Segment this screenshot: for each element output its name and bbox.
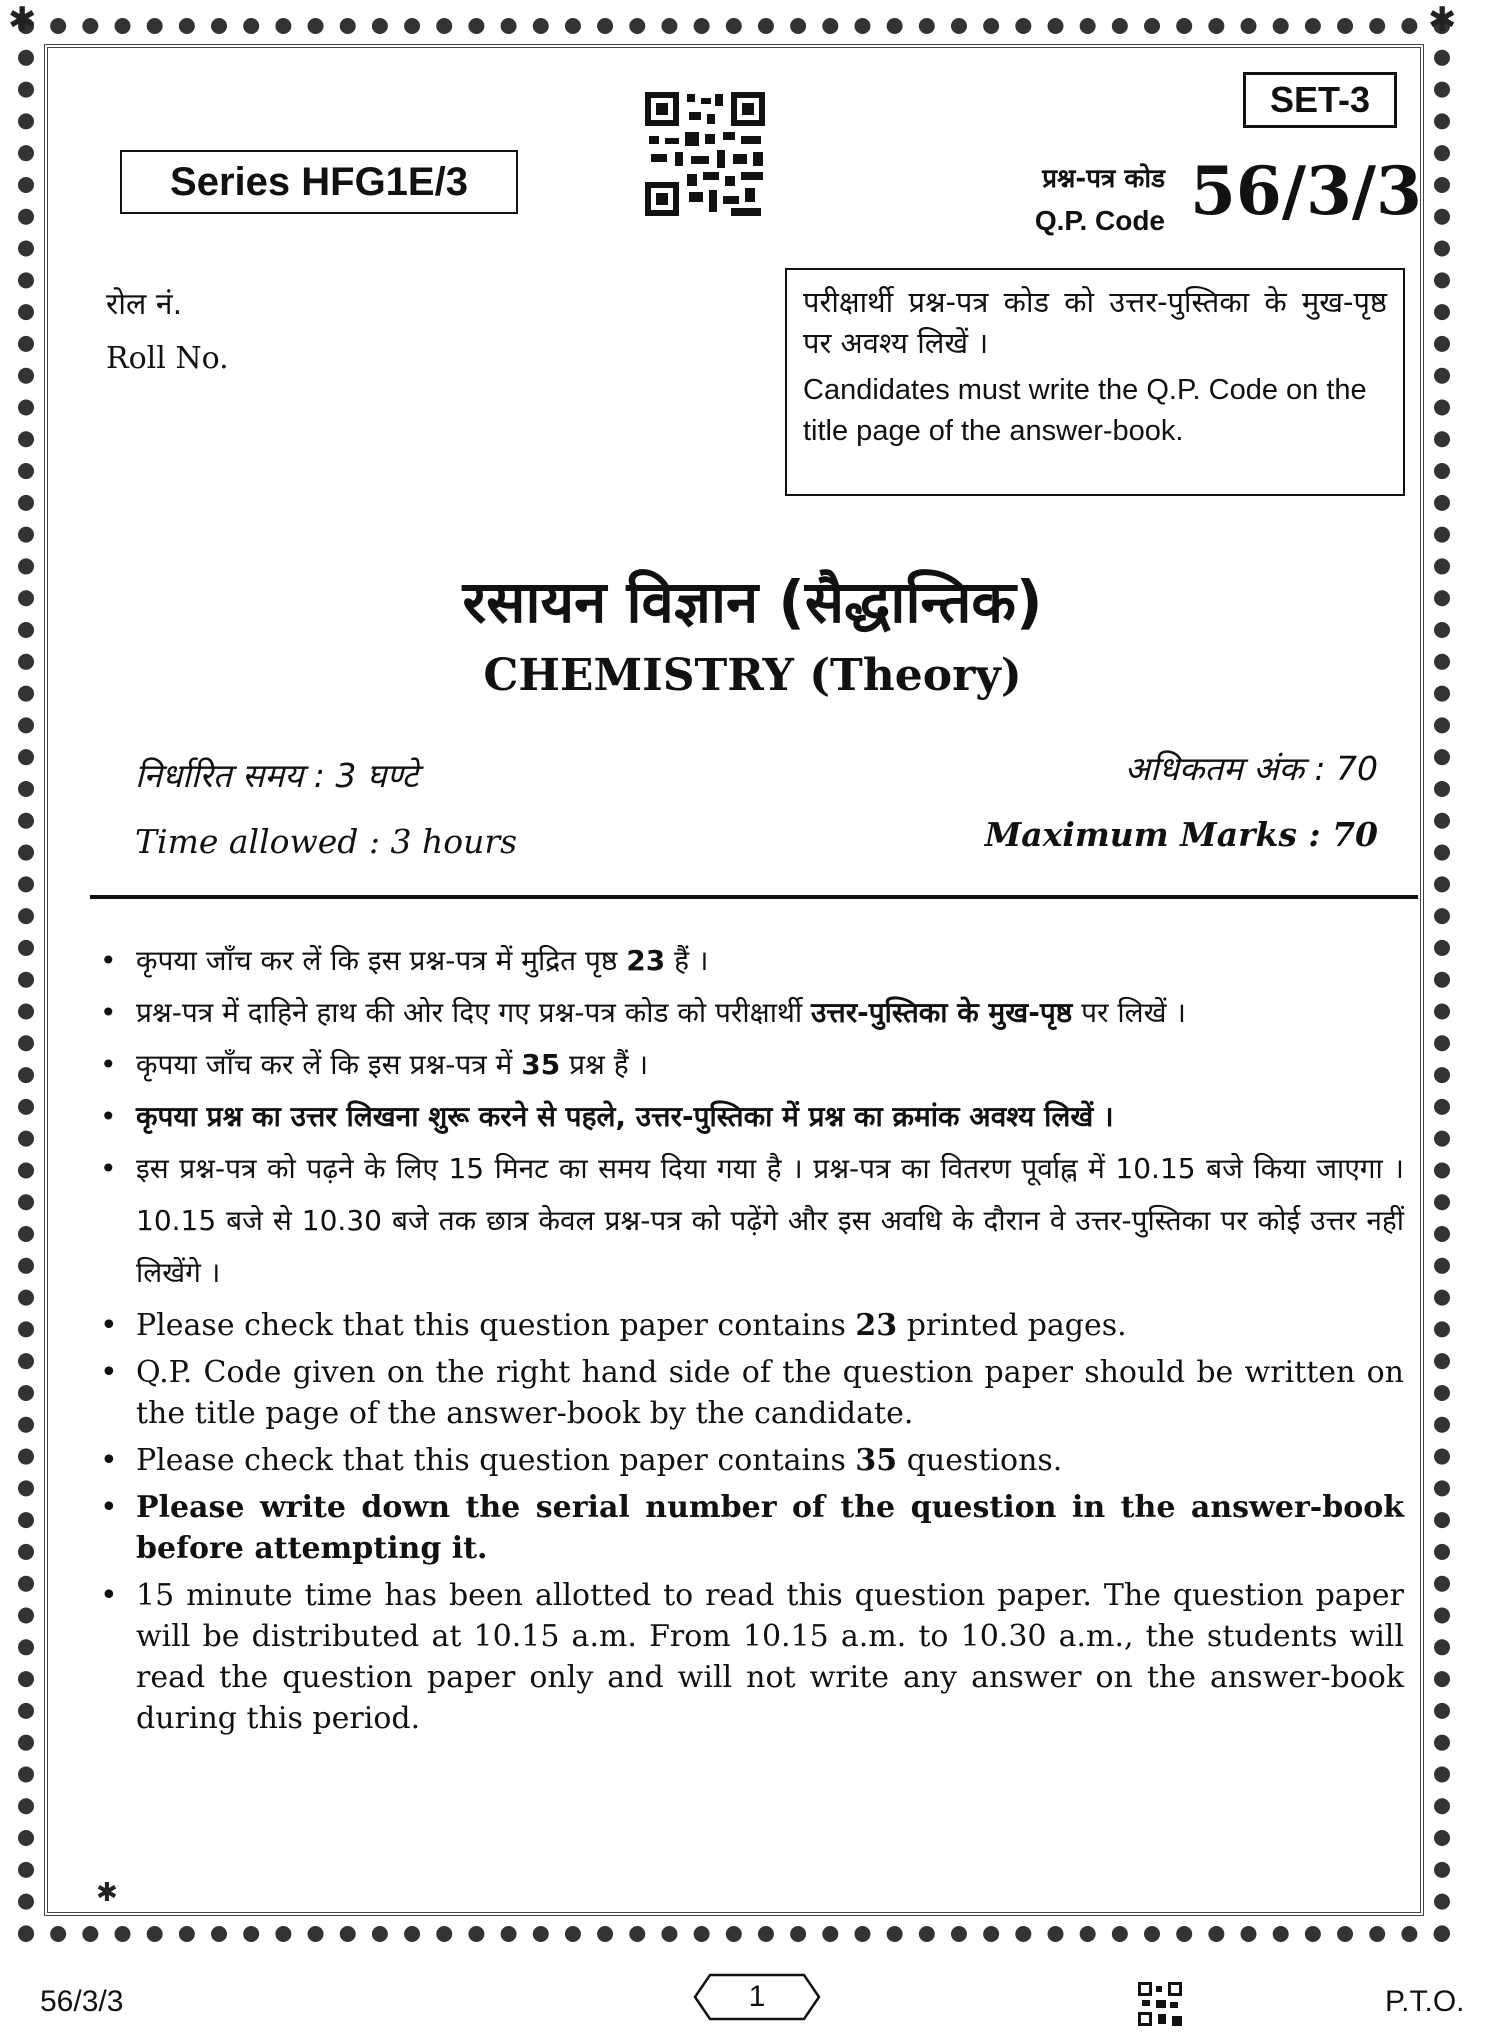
subject-title-en: CHEMISTRY (Theory)	[483, 650, 1022, 701]
instruction-item: • 15 minute time has been allotted to read this question paper. The question paper will be distributed at 10.15 a.m. From 10.15 a.m. to 10.30 a.m., the students will read the question paper only and will not write any answer on the answer-book during this period.	[96, 1575, 1404, 1739]
roll-label-en: Roll No.	[106, 341, 229, 376]
candidate-note-box	[785, 268, 1405, 496]
roll-number-field	[106, 278, 229, 386]
maximum-marks-hi: अधिकतम अंक : 70	[1124, 749, 1378, 788]
pto-label: P.T.O.	[1385, 1985, 1465, 2018]
instruction-item: • Please check that this question paper contains 23 printed pages.	[96, 1305, 1404, 1346]
horizontal-rule	[90, 895, 1418, 899]
qr-code-icon	[645, 92, 765, 216]
instruction-item: • Q.P. Code given on the right hand side of the question paper should be written on the title page of the answer-book by the candidate.	[96, 1352, 1404, 1434]
candidate-note-en: Candidates must write the Q.P. Code on the title page of the answer-book.	[803, 374, 1367, 447]
time-allowed-hi: निर्धारित समय : 3 घण्टे	[135, 756, 419, 795]
instruction-item: • कृपया जाँच कर लें कि इस प्रश्न-पत्र में 35 प्रश्न हैं ।	[96, 1039, 1404, 1091]
instruction-item: • कृपया जाँच कर लें कि इस प्रश्न-पत्र में मुद्रित पृष्ठ 23 हैं ।	[96, 935, 1404, 987]
qp-code-label-en: Q.P. Code	[1034, 205, 1165, 236]
qp-code-label	[955, 158, 1165, 242]
corner-star-icon: ✱	[8, 0, 37, 40]
page-number: 1	[748, 1980, 766, 2013]
candidate-note-hi: परीक्षार्थी प्रश्न-पत्र कोड को उत्तर-पुस्तिका के मुख-पृष्ठ पर अवश्य लिखें ।	[803, 285, 1387, 360]
roll-label-hi: रोल नं.	[106, 287, 183, 322]
corner-star-icon: ✱	[1428, 0, 1457, 40]
subject-title-hi: रसायन विज्ञान (सैद्धान्तिक)	[462, 568, 1043, 636]
instruction-item: • कृपया प्रश्न का उत्तर लिखना शुरू करने से पहले, उत्तर-पुस्तिका में प्रश्न का क्रमांक अवश्य लिखें ।	[96, 1091, 1404, 1143]
footer-qp-code: 56/3/3	[40, 1985, 124, 2018]
time-allowed-en: Time allowed : 3 hours	[135, 822, 518, 861]
instruction-item: • प्रश्न-पत्र में दाहिने हाथ की ओर दिए गए प्रश्न-पत्र कोड को परीक्षार्थी उत्तर-पुस्तिका के मुख-पृष्ठ पर लिखें ।	[96, 987, 1404, 1039]
instruction-item: • Please write down the serial number of the question in the answer-book before attempting it.	[96, 1487, 1404, 1569]
corner-star-icon: ✱	[96, 1878, 118, 1908]
page-number-badge	[692, 1972, 822, 2022]
instruction-item: • Please check that this question paper contains 35 questions.	[96, 1440, 1404, 1481]
instructions-list	[96, 935, 1404, 1739]
instruction-item: • इस प्रश्न-पत्र को पढ़ने के लिए 15 मिनट का समय दिया गया है । प्रश्न-पत्र का वितरण पूर्वाह्न में 10.15 बजे किया जाएगा । 10.15 बजे से 10.30 बजे तक छात्र केवल प्रश्न-पत्र को पढ़ेंगे और इस अवधि के दौरान वे उत्तर-पुस्तिका पर कोई उत्तर नहीं लिखेंगे ।	[96, 1143, 1404, 1299]
qr-code-icon	[1138, 1982, 1182, 2026]
series-box: Series HFG1E/3	[120, 150, 518, 214]
qp-code-label-hi: प्रश्न-पत्र कोड	[1042, 164, 1165, 194]
maximum-marks-en: Maximum Marks : 70	[984, 815, 1378, 854]
qp-code-value: 56/3/3	[1190, 152, 1422, 230]
set-number-box: SET-3	[1243, 72, 1397, 128]
